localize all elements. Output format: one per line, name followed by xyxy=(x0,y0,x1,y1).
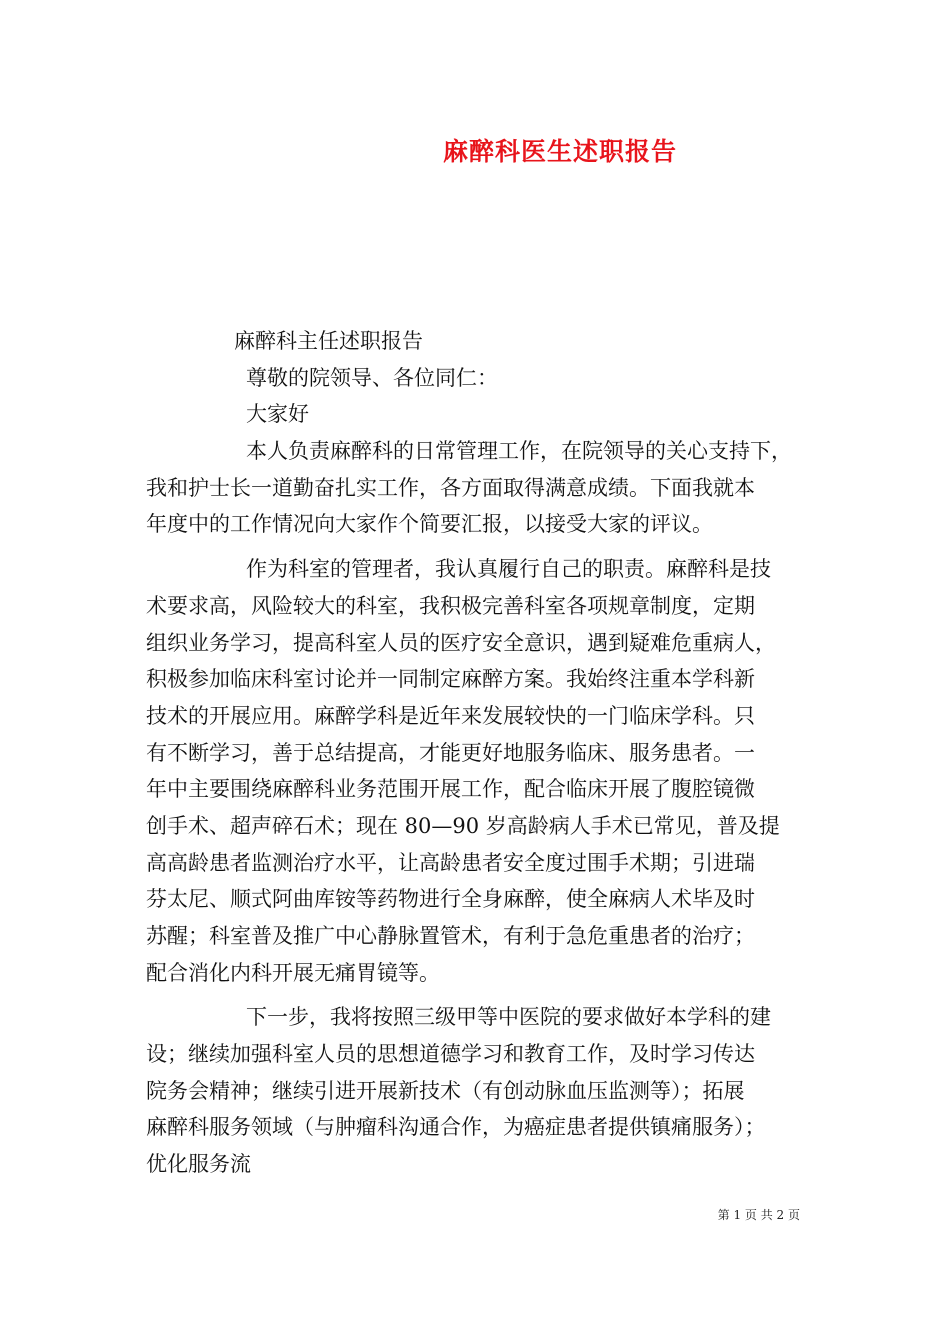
paragraph-line: 创手术、超声碎石术；现在 80—90 岁高龄病人手术已常见，普及提 xyxy=(146,813,780,838)
paragraph-line: 积极参加临床科室讨论并一同制定麻醉方案。我始终注重本学科新 xyxy=(146,667,755,692)
paragraph-line: 术要求高，风险较大的科室，我积极完善科室各项规章制度，定期 xyxy=(146,593,755,618)
paragraph-line: 年度中的工作情况向大家作个简要汇报，以接受大家的评议。 xyxy=(146,512,713,537)
paragraph-line: 本人负责麻醉科的日常管理工作，在院领导的关心支持下， xyxy=(246,439,792,464)
paragraph-line: 苏醒；科室普及推广中心静脉置管术，有利于急危重患者的治疗； xyxy=(146,924,755,948)
salutation: 尊敬的院领导、各位同仁： xyxy=(246,365,498,390)
paragraph-line: 麻醉科服务领域（与肿瘤科沟通合作，为癌症患者提供镇痛服务）； xyxy=(146,1115,766,1140)
greeting: 大家好 xyxy=(246,402,309,427)
paragraph-duties xyxy=(146,551,814,991)
paragraph-line: 芬太尼、顺式阿曲库铵等药物进行全身麻醉，使全麻病人术毕及时 xyxy=(146,887,755,912)
paragraph-line: 配合消化内科开展无痛胃镜等。 xyxy=(146,960,440,985)
subtitle: 麻醉科主任述职报告 xyxy=(234,329,423,353)
paragraph-line: 优化服务流 xyxy=(146,1152,251,1177)
paragraph-line: 设；继续加强科室人员的思想道德学习和教育工作，及时学习传达 xyxy=(146,1042,755,1067)
document-title: 麻醉科医生述职报告 xyxy=(442,137,677,166)
paragraph-next-steps xyxy=(146,999,814,1182)
paragraph-line: 我和护士长一道勤奋扎实工作，各方面取得满意成绩。下面我就本 xyxy=(146,475,755,500)
paragraph-line: 组织业务学习，提高科室人员的医疗安全意识，遇到疑难危重病人， xyxy=(146,630,776,655)
paragraph-line: 作为科室的管理者，我认真履行自己的职责。麻醉科是技 xyxy=(246,557,771,582)
paragraph-line: 年中主要围绕麻醉科业务范围开展工作，配合临床开展了腹腔镜微 xyxy=(146,777,755,802)
paragraph-line: 技术的开展应用。麻醉学科是近年来发展较快的一门临床学科。只 xyxy=(146,703,755,728)
document-body xyxy=(146,323,814,1183)
paragraph-intro xyxy=(146,433,814,543)
paragraph-line: 高高龄患者监测治疗水平，让高龄患者安全度过围手术期；引进瑞 xyxy=(146,850,755,875)
paragraph-line: 下一步，我将按照三级甲等中医院的要求做好本学科的建 xyxy=(246,1005,771,1030)
paragraph-line: 院务会精神；继续引进开展新技术（有创动脉血压监测等）；拓展 xyxy=(146,1078,745,1103)
page-number: 第 1 页 共 2 页 xyxy=(717,1208,800,1222)
paragraph-line: 有不断学习，善于总结提高，才能更好地服务临床、服务患者。一 xyxy=(146,740,755,765)
